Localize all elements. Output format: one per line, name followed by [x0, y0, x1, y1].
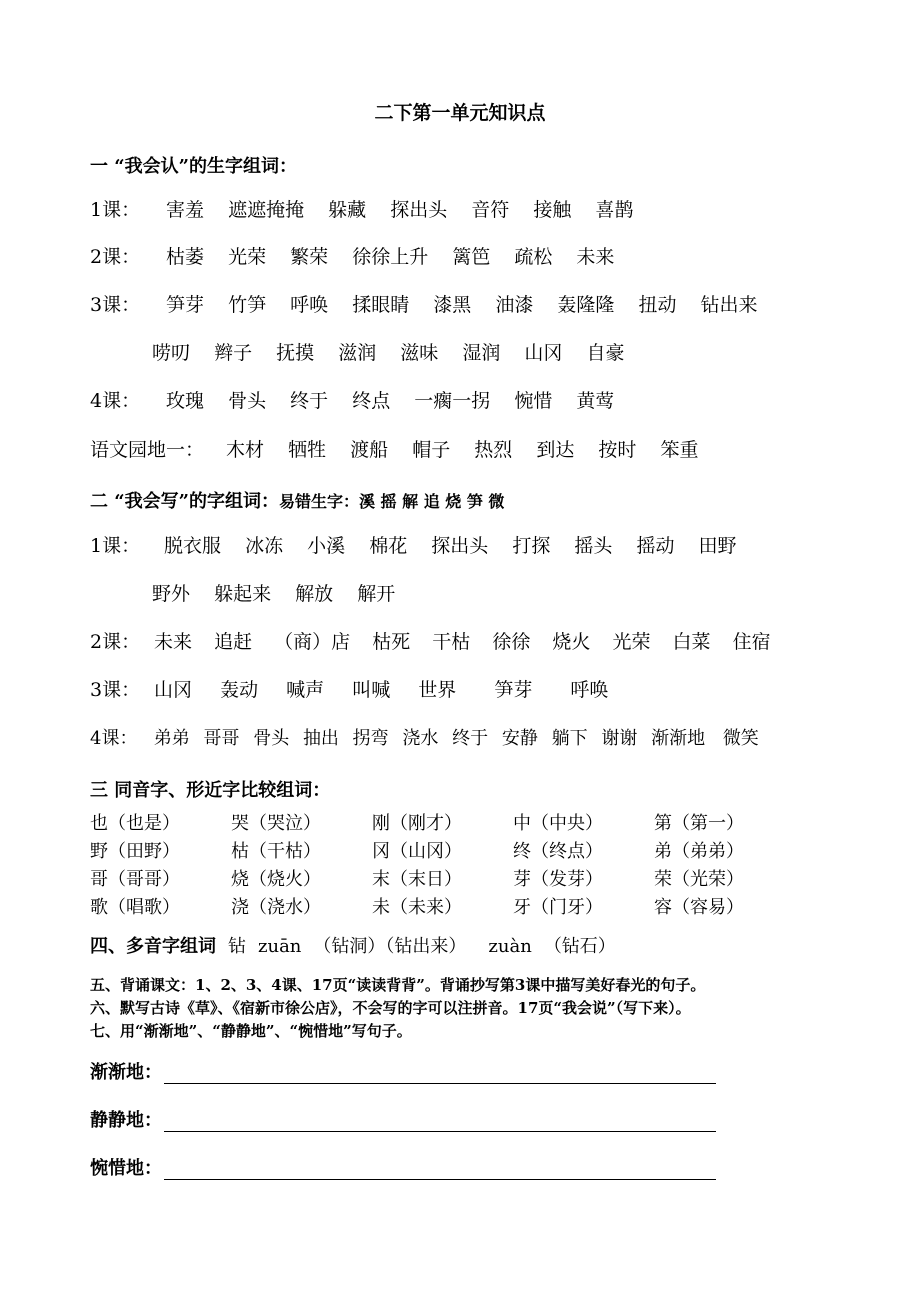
word: 安静	[501, 728, 538, 749]
word: 住宿	[732, 631, 771, 653]
word: 一瘸一拐	[414, 390, 491, 412]
word: 哥哥	[203, 728, 240, 749]
word: 摇动	[636, 535, 675, 557]
row-label: 1课：	[90, 199, 141, 221]
grid-cell: 浇（浇水）	[231, 897, 321, 918]
word: 揉眼睛	[352, 294, 410, 316]
row-label: 2课：	[90, 631, 141, 653]
section3-heading: 三 同音字、形近字比较组词：	[90, 780, 331, 801]
row-label: 语文园地一：	[90, 439, 205, 461]
error-prone-note: 易错生字：溪 摇 解 追 烧 笋 微	[278, 492, 505, 511]
word: 浇水	[402, 728, 439, 749]
word: 到达	[536, 439, 575, 461]
word: 黄莺	[576, 390, 615, 412]
word: 木材	[226, 439, 265, 461]
grid-cell: 哭（哭泣）	[231, 813, 321, 834]
section4-heading: 四、多音字组词	[90, 936, 216, 957]
word: 终点	[352, 390, 391, 412]
word: 骨头	[253, 728, 290, 749]
word: 滋味	[400, 342, 439, 364]
word: 枯死	[372, 631, 411, 653]
word: 躲起来	[214, 583, 272, 605]
task-6: 六、默写古诗《草》、《宿新市徐公店》，不会写的字可以注拼音。17页“我会说”（写下来）。	[90, 999, 691, 1017]
word: 呼唤	[290, 294, 329, 316]
grid-cell: 第（第一）	[654, 813, 744, 834]
grid-cell: 容（容易）	[654, 897, 744, 918]
word: 解开	[357, 583, 396, 605]
word: 笨重	[660, 439, 699, 461]
grid-row	[90, 866, 795, 894]
word: 喜鹊	[595, 199, 634, 221]
word: 微笑	[722, 728, 759, 749]
word: 笋芽	[166, 294, 205, 316]
word: 热烈	[474, 439, 513, 461]
word: 渡船	[350, 439, 389, 461]
word: 惋惜	[514, 390, 553, 412]
task-7: 七、用“渐渐地”、“静静地”、“惋惜地”写句子。	[90, 1022, 412, 1040]
word: 按时	[598, 439, 637, 461]
s1-row-garden	[90, 436, 717, 464]
row-label: 1课：	[90, 535, 141, 557]
reading-1: zuān	[258, 936, 302, 957]
word: 自豪	[586, 342, 625, 364]
word: 轰动	[220, 679, 259, 701]
grid-cell: 枯（干枯）	[231, 841, 321, 862]
word: 山冈	[154, 679, 193, 701]
page-title: 二下第一单元知识点	[374, 102, 546, 124]
homophone-grid	[90, 810, 795, 922]
word: 小溪	[307, 535, 346, 557]
grid-cell: 哥（哥哥）	[90, 869, 180, 890]
grid-cell: 弟（弟弟）	[654, 841, 744, 862]
word: 帽子	[412, 439, 451, 461]
word: 唠叨	[152, 342, 191, 364]
word: 辫子	[214, 342, 253, 364]
write-line-jingjing	[90, 1106, 716, 1132]
word: 未来	[154, 631, 193, 653]
word: 摇头	[574, 535, 613, 557]
polyphone-line	[90, 932, 616, 958]
write-label: 惋惜地：	[90, 1158, 162, 1179]
words-2: （钻石）	[543, 936, 616, 957]
word: 解放	[295, 583, 334, 605]
blank-line[interactable]	[164, 1159, 716, 1180]
word: 轰隆隆	[557, 294, 615, 316]
word: 抽出	[302, 728, 339, 749]
write-label: 渐渐地：	[90, 1062, 162, 1083]
word: 徐徐上升	[352, 246, 429, 268]
word: 骨头	[228, 390, 267, 412]
word: 渐渐地	[651, 728, 706, 749]
grid-cell: 也（也是）	[90, 813, 180, 834]
s2-row-2	[90, 628, 771, 656]
word: 田野	[698, 535, 737, 557]
polyphone-char: 钻	[228, 936, 246, 957]
word: 冰冻	[245, 535, 284, 557]
word: 笋芽	[494, 679, 533, 701]
word: 干枯	[432, 631, 471, 653]
s1-row-3-cont	[152, 339, 642, 367]
word: 探出头	[431, 535, 489, 557]
word: 繁荣	[290, 246, 329, 268]
word: 疏松	[514, 246, 553, 268]
word: 弟弟	[153, 728, 190, 749]
word: 玫瑰	[166, 390, 205, 412]
word: （商）店	[274, 631, 351, 653]
word: 白菜	[672, 631, 711, 653]
s1-row-1	[90, 196, 651, 224]
word: 扭动	[638, 294, 677, 316]
word: 音符	[471, 199, 510, 221]
word: 躲藏	[328, 199, 367, 221]
write-line-wanxi	[90, 1154, 716, 1180]
grid-cell: 冈（山冈）	[372, 841, 462, 862]
word: 枯萎	[166, 246, 205, 268]
grid-cell: 刚（刚才）	[372, 813, 462, 834]
s2-row-4	[90, 725, 759, 753]
word: 打探	[512, 535, 551, 557]
grid-cell: 荣（光荣）	[654, 869, 744, 890]
blank-line[interactable]	[164, 1111, 716, 1132]
grid-cell: 牙（门牙）	[513, 897, 603, 918]
write-line-jianjian	[90, 1058, 716, 1084]
word: 终于	[452, 728, 489, 749]
word: 接触	[533, 199, 572, 221]
s1-row-3	[90, 291, 776, 319]
s1-row-2	[90, 243, 632, 271]
word: 野外	[152, 583, 191, 605]
word: 滋润	[338, 342, 377, 364]
word: 光荣	[612, 631, 651, 653]
s2-row-3	[90, 676, 626, 704]
word: 湿润	[462, 342, 501, 364]
word: 世界	[418, 679, 457, 701]
word: 徐徐	[492, 631, 531, 653]
word: 漆黑	[433, 294, 472, 316]
grid-row	[90, 838, 795, 866]
word: 山冈	[524, 342, 563, 364]
grid-cell: 末（末日）	[372, 869, 462, 890]
word: 终于	[290, 390, 329, 412]
word: 遮遮掩掩	[228, 199, 305, 221]
s1-row-4	[90, 387, 632, 415]
words-1: （钻洞）（钻出来）	[313, 936, 467, 957]
grid-cell: 歌（唱歌）	[90, 897, 180, 918]
word: 拐弯	[352, 728, 389, 749]
word: 棉花	[369, 535, 408, 557]
row-label: 4课：	[90, 390, 141, 412]
word: 追赶	[214, 631, 253, 653]
grid-cell: 中（中央）	[513, 813, 603, 834]
word: 未来	[576, 246, 615, 268]
row-label: 2课：	[90, 246, 141, 268]
grid-cell: 芽（发芽）	[513, 869, 603, 890]
s2-row-1	[90, 532, 755, 560]
word: 害羞	[166, 199, 205, 221]
grid-cell: 未（未来）	[372, 897, 462, 918]
word: 油漆	[495, 294, 534, 316]
blank-line[interactable]	[164, 1063, 716, 1084]
word: 谢谢	[601, 728, 638, 749]
section2-title: 二 “我会写”的字组词：	[90, 491, 279, 512]
word: 呼唤	[570, 679, 609, 701]
word: 篱笆	[452, 246, 491, 268]
word: 牺牲	[288, 439, 327, 461]
word: 烧火	[552, 631, 591, 653]
section2-heading	[90, 487, 504, 513]
row-label: 3课：	[90, 294, 141, 316]
word: 光荣	[228, 246, 267, 268]
word: 抚摸	[276, 342, 315, 364]
grid-row	[90, 894, 795, 922]
word: 脱衣服	[164, 535, 222, 557]
section1-heading: 一 “我会认”的生字组词：	[90, 156, 297, 177]
reading-2: zuàn	[488, 936, 532, 957]
grid-cell: 野（田野）	[90, 841, 180, 862]
s2-row-1-cont	[152, 580, 413, 608]
word: 喊声	[286, 679, 325, 701]
word: 钻出来	[700, 294, 758, 316]
grid-row	[90, 810, 795, 838]
word: 躺下	[551, 728, 588, 749]
row-label: 3课：	[90, 679, 141, 701]
grid-cell: 烧（烧火）	[231, 869, 321, 890]
word: 叫喊	[352, 679, 391, 701]
task-5: 五、背诵课文：1、2、3、4课、17页“读读背背”。背诵抄写第3课中描写美好春光的句子。	[90, 976, 706, 994]
row-label: 4课：	[90, 728, 138, 749]
word: 竹笋	[228, 294, 267, 316]
word: 探出头	[390, 199, 448, 221]
write-label: 静静地：	[90, 1110, 162, 1131]
grid-cell: 终（终点）	[513, 841, 603, 862]
